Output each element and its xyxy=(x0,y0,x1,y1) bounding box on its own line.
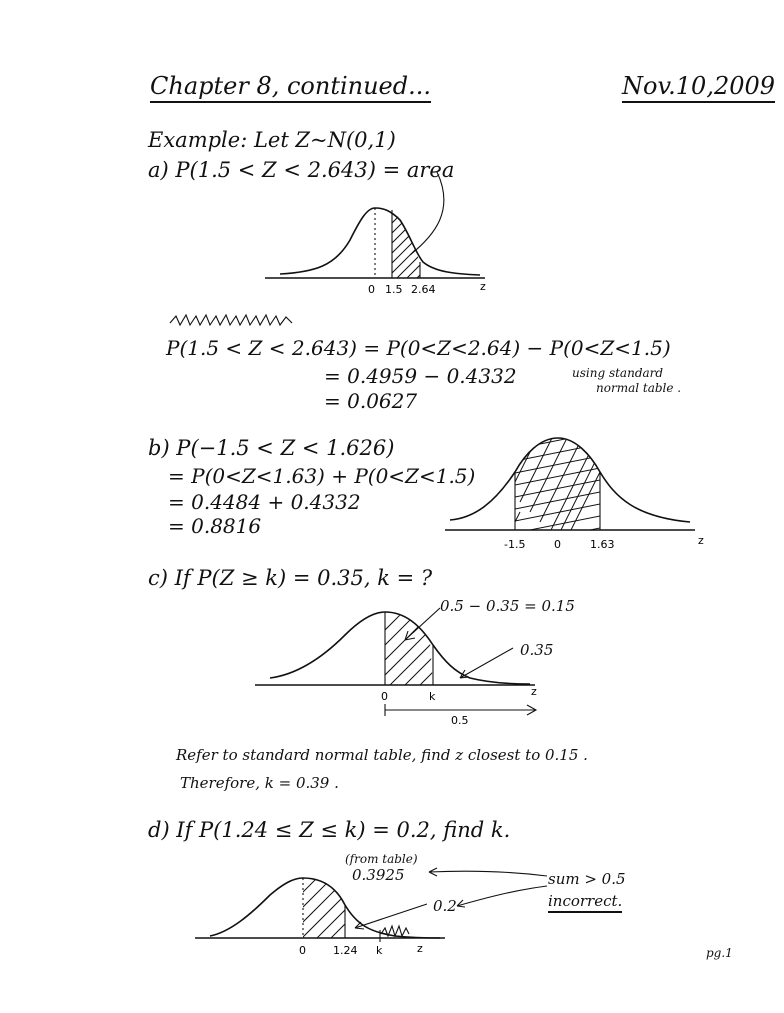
part-b-line1: = P(0<Z<1.63) + P(0<Z<1.5) xyxy=(168,464,476,488)
part-d-question: d) If P(1.24 ≤ Z ≤ k) = 0.2, find k. xyxy=(148,818,511,842)
part-c-normal-curve xyxy=(255,600,555,725)
page-date: Nov.10,2009 xyxy=(622,72,775,103)
part-c-span-label: 0.5 xyxy=(451,714,469,727)
part-b-normal-curve xyxy=(440,432,710,562)
part-b-tick-b: 1.63 xyxy=(590,538,615,551)
part-a-note-line2: normal table . xyxy=(596,381,682,395)
part-b-shaded-region xyxy=(510,430,615,546)
page-title: Chapter 8, continued... xyxy=(150,72,431,103)
page-number: pg.1 xyxy=(706,946,733,960)
part-a-tick-b: 2.64 xyxy=(411,283,436,296)
part-d-tick-a: 1.24 xyxy=(333,944,358,957)
part-a-question: a) P(1.5 < Z < 2.643) = area xyxy=(148,158,455,182)
part-a-line1: P(1.5 < Z < 2.643) = P(0<Z<2.64) − P(0<Z<1.5) xyxy=(166,336,671,360)
part-c-label-tail: 0.35 xyxy=(520,641,554,659)
part-d-axis-var: z xyxy=(417,942,423,955)
part-d-normal-curve xyxy=(195,870,545,960)
part-a-line2: = 0.4959 − 0.4332 xyxy=(324,364,517,388)
part-d-tick-k: k xyxy=(376,944,383,957)
part-d-from-table: (from table) xyxy=(345,852,418,866)
part-c-conclusion2: Therefore, k = 0.39 . xyxy=(180,774,339,792)
part-c-tick-zero: 0 xyxy=(381,690,388,703)
part-d-value2: 0.2 xyxy=(433,897,457,915)
part-c-label-diff: 0.5 − 0.35 = 0.15 xyxy=(440,597,575,615)
part-a-tick-a: 1.5 xyxy=(385,283,403,296)
part-b-line2: = 0.4484 + 0.4332 xyxy=(168,490,361,514)
example-intro: Example: Let Z~N(0,1) xyxy=(148,128,396,152)
part-d-note1: sum > 0.5 xyxy=(548,870,626,888)
part-c-axis-var: z xyxy=(531,685,537,698)
part-c-question: c) If P(Z ≥ k) = 0.35, k = ? xyxy=(148,566,433,590)
part-a-axis-var: z xyxy=(480,280,486,293)
part-a-normal-curve xyxy=(255,180,495,305)
part-c-tick-k: k xyxy=(429,690,436,703)
part-a-line3: = 0.0627 xyxy=(324,389,418,413)
part-c-conclusion1: Refer to standard normal table, find z closest to 0.15 . xyxy=(176,746,588,764)
part-d-note2: incorrect. xyxy=(548,892,622,913)
scribble-mark xyxy=(168,313,298,329)
part-b-tick-zero: 0 xyxy=(554,538,561,551)
part-b-line3: = 0.8816 xyxy=(168,514,262,538)
part-d-tick-zero: 0 xyxy=(299,944,306,957)
part-a-tick-zero: 0 xyxy=(368,283,375,296)
part-a-shaded-region xyxy=(375,190,435,285)
part-d-shaded-region xyxy=(295,870,353,942)
part-a-note-line1: using standard xyxy=(572,366,664,380)
part-b-tick-a: -1.5 xyxy=(504,538,526,551)
part-b-question: b) P(−1.5 < Z < 1.626) xyxy=(148,436,395,460)
part-d-value1: 0.3925 xyxy=(352,866,405,884)
part-b-axis-var: z xyxy=(698,534,704,547)
